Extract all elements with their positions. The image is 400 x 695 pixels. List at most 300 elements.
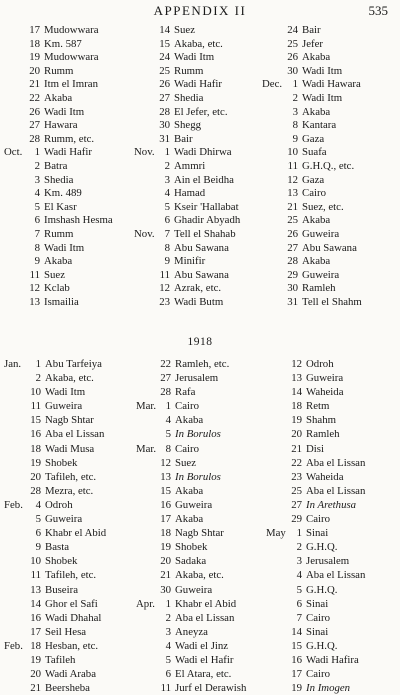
entry-day: 8 — [34, 241, 40, 254]
entry-place: Guweira — [306, 372, 344, 385]
entry-place: Akaba, etc. — [45, 372, 94, 385]
entry-day: 16 — [30, 428, 41, 441]
itinerary-entry — [266, 498, 396, 512]
itinerary-entry — [134, 242, 264, 256]
entry-day: 29 — [287, 268, 298, 281]
entry-place: Buseira — [45, 583, 78, 596]
itinerary-entry — [4, 174, 134, 188]
entry-place: Shahm — [306, 414, 336, 427]
entry-place: Wadi Araba — [45, 668, 96, 681]
entry-day: 19 — [291, 414, 302, 427]
entry-day: 12 — [159, 282, 170, 295]
entry-place: Akaba — [302, 214, 331, 227]
part1-column-1 — [4, 24, 134, 309]
itinerary-entry — [262, 133, 392, 147]
entry-place: Aba el Lissan — [306, 484, 366, 497]
entry-day: 11 — [160, 682, 171, 695]
entry-day: 24 — [159, 51, 170, 64]
entry-day: 11 — [159, 268, 170, 281]
itinerary-entry — [262, 174, 392, 188]
entry-day: 13 — [291, 372, 302, 385]
itinerary-entry — [136, 413, 266, 427]
itinerary-entry — [262, 78, 392, 92]
entry-place: Kseir 'Hallabat — [174, 200, 239, 213]
entry-place: Wadi Itm — [302, 91, 343, 104]
itinerary-entry — [266, 427, 396, 441]
entry-day: 3 — [292, 105, 298, 118]
entry-place: Aneyza — [175, 625, 208, 638]
entry-place: El Atara, etc. — [175, 668, 232, 681]
entry-day: 5 — [34, 200, 40, 213]
itinerary-entry — [266, 540, 396, 554]
entry-day: 6 — [165, 668, 171, 681]
entry-day: 14 — [291, 386, 302, 399]
entry-place: Jefer — [302, 37, 323, 50]
entry-day: 20 — [29, 64, 40, 77]
itinerary-entry — [4, 187, 134, 201]
entry-place: Sinai — [306, 625, 329, 638]
entry-place: Kclab — [44, 282, 70, 295]
itinerary-entry — [134, 255, 264, 269]
entry-day: 16 — [160, 498, 171, 511]
entry-day: 19 — [291, 682, 302, 695]
entry-place: Waheida — [306, 470, 344, 483]
itinerary-entry — [266, 597, 396, 611]
entry-day: 31 — [287, 295, 298, 308]
entry-day: 24 — [287, 24, 298, 36]
entry-place: Wadi Musa — [45, 442, 95, 455]
entry-place: Ramleh — [306, 428, 340, 441]
entry-day: 12 — [291, 358, 302, 370]
entry-place: Hamad — [174, 187, 206, 200]
entry-place: Shedia — [174, 91, 204, 104]
itinerary-entry — [262, 119, 392, 133]
itinerary-entry — [262, 201, 392, 215]
entry-day: 5 — [165, 428, 171, 441]
entry-day: 16 — [291, 653, 302, 666]
entry-place: Bair — [174, 132, 193, 145]
entry-place: Jerusalem — [175, 372, 219, 385]
entry-day: 6 — [34, 214, 40, 227]
entry-place: Disi — [306, 442, 324, 455]
itinerary-entry — [4, 399, 134, 413]
entry-place: Rumm — [174, 64, 204, 77]
itinerary-entry — [134, 187, 264, 201]
itinerary-entry — [134, 296, 264, 310]
itinerary-entry — [136, 611, 266, 625]
entry-place: Rumm — [44, 64, 74, 77]
entry-place: Retm — [306, 400, 330, 413]
entry-place: Guweira — [175, 498, 213, 511]
itinerary-entry — [4, 568, 134, 582]
entry-place: Odroh — [306, 358, 334, 370]
entry-day: 3 — [296, 555, 302, 568]
itinerary-entry — [266, 512, 396, 526]
entry-place: El Kasr — [44, 200, 77, 213]
entry-place: Batra — [44, 159, 68, 172]
entry-place: Akaba — [302, 51, 331, 64]
itinerary-entry — [266, 653, 396, 667]
itinerary-entry — [4, 442, 134, 456]
entry-day: 29 — [291, 513, 302, 526]
part2-column-3 — [266, 357, 396, 695]
entry-place: Abu Sawana — [174, 241, 229, 254]
entry-place: Guweira — [175, 583, 213, 596]
entry-day: 4 — [164, 187, 170, 200]
entry-day: 10 — [30, 386, 41, 399]
entry-place: Akaba — [175, 484, 204, 497]
entry-day: 6 — [35, 527, 41, 540]
entry-day: 25 — [287, 214, 298, 227]
entry-place: Waheida — [306, 386, 344, 399]
entry-day: 18 — [30, 442, 41, 455]
entry-place: Wadi Hafir — [44, 146, 92, 159]
entry-place: Guweira — [45, 400, 83, 413]
itinerary-entry — [266, 568, 396, 582]
itinerary-entry — [136, 568, 266, 582]
entry-place: Akaba — [175, 414, 204, 427]
entry-day: 7 — [296, 611, 302, 624]
entry-place: Sinai — [306, 527, 329, 540]
entry-day: 1 — [292, 78, 298, 91]
entry-day: 22 — [29, 91, 40, 104]
page-header — [0, 2, 400, 20]
part1-column-2 — [134, 24, 264, 309]
itinerary-entry — [136, 442, 266, 456]
entry-day: 19 — [29, 51, 40, 64]
itinerary-entry — [136, 540, 266, 554]
entry-day: 5 — [164, 200, 170, 213]
entry-place: Suez — [44, 268, 65, 281]
entry-day: 4 — [165, 414, 171, 427]
entry-day: 21 — [160, 569, 171, 582]
entry-day: 1 — [296, 527, 302, 540]
entry-day: 25 — [291, 484, 302, 497]
entry-day: 3 — [34, 173, 40, 186]
entry-day: 23 — [159, 295, 170, 308]
entry-day: 8 — [164, 241, 170, 254]
entry-day: 20 — [30, 470, 41, 483]
itinerary-entry — [136, 484, 266, 498]
entry-day: 26 — [159, 78, 170, 91]
entry-day: 10 — [30, 555, 41, 568]
entry-place: Rumm — [44, 227, 74, 240]
entry-place: Gaza — [302, 132, 325, 145]
page-title: APPENDIX II — [153, 3, 247, 18]
itinerary-entry — [4, 470, 134, 484]
itinerary-entry — [4, 119, 134, 133]
entry-day: 2 — [34, 159, 40, 172]
entry-place: Hesban, etc. — [45, 639, 99, 652]
itinerary-entry — [262, 214, 392, 228]
entry-place: Beersheba — [45, 682, 90, 695]
entry-place: Mudowwara — [44, 24, 99, 36]
entry-day: 3 — [165, 625, 171, 638]
entry-day: 1 — [34, 146, 40, 159]
entry-day: 25 — [159, 64, 170, 77]
entry-day: 17 — [160, 513, 171, 526]
itinerary-entry — [4, 371, 134, 385]
entry-place: Akaba, etc. — [175, 569, 224, 582]
entry-place: In Borulos — [175, 428, 221, 441]
entry-month: May — [266, 527, 286, 540]
itinerary-entry — [262, 242, 392, 256]
entry-place: Itm el Imran — [44, 78, 98, 91]
itinerary-entry — [4, 92, 134, 106]
itinerary-entry — [136, 456, 266, 470]
entry-day: 19 — [160, 541, 171, 554]
itinerary-entry — [4, 269, 134, 283]
itinerary-entry — [262, 92, 392, 106]
entry-place: Kantara — [302, 119, 337, 132]
entry-place: Bair — [302, 24, 321, 36]
entry-day: 27 — [159, 91, 170, 104]
entry-day: 15 — [30, 414, 41, 427]
entry-place: Shobek — [45, 555, 78, 568]
entry-place: Suez — [174, 24, 195, 36]
entry-day: 13 — [287, 187, 298, 200]
entry-day: 9 — [35, 541, 41, 554]
entry-place: Azrak, etc. — [174, 282, 222, 295]
entry-day: 18 — [291, 400, 302, 413]
itinerary-entry — [262, 187, 392, 201]
entry-day: 15 — [291, 639, 302, 652]
entry-place: G.H.Q. — [306, 639, 338, 652]
entry-month: Mar. — [136, 400, 157, 413]
itinerary-entry — [136, 583, 266, 597]
itinerary-entry — [136, 498, 266, 512]
entry-place: Ramleh — [302, 282, 336, 295]
entry-place: Aba el Lissan — [175, 611, 235, 624]
itinerary-entry — [266, 484, 396, 498]
entry-day: 9 — [34, 255, 40, 268]
entry-place: Aba el Lissan — [306, 456, 366, 469]
entry-day: 23 — [291, 470, 302, 483]
itinerary-entry — [136, 667, 266, 681]
itinerary-entry — [4, 667, 134, 681]
entry-day: 21 — [291, 442, 302, 455]
entry-day: 12 — [287, 173, 298, 186]
entry-place: Wadi Hafira — [306, 653, 359, 666]
entry-day: 14 — [159, 24, 170, 36]
itinerary-entry — [4, 385, 134, 399]
entry-place: Mezra, etc. — [45, 484, 94, 497]
entry-day: 30 — [159, 119, 170, 132]
entry-place: Rumm, etc. — [44, 132, 95, 145]
entry-day: 4 — [34, 187, 40, 200]
entry-place: Wadi Itm — [45, 386, 86, 399]
entry-place: Rafa — [175, 386, 196, 399]
itinerary-entry — [266, 357, 396, 371]
entry-day: 1 — [165, 400, 171, 413]
entry-place: Khabr el Abid — [175, 597, 237, 610]
entry-place: Tell el Shahab — [174, 227, 236, 240]
entry-day: 14 — [291, 625, 302, 638]
itinerary-entry — [4, 526, 134, 540]
itinerary-entry — [262, 296, 392, 310]
entry-day: 18 — [30, 639, 41, 652]
entry-day: 27 — [29, 119, 40, 132]
itinerary-entry — [262, 38, 392, 52]
entry-day: 2 — [35, 372, 41, 385]
entry-place: Tafileh — [45, 653, 76, 666]
entry-place: Abu Sawana — [302, 241, 357, 254]
entry-day: 5 — [296, 583, 302, 596]
entry-place: Jurf el Derawish — [175, 682, 247, 695]
entry-day: 25 — [287, 37, 298, 50]
part2-column-2 — [136, 357, 266, 695]
entry-place: Sadaka — [175, 555, 207, 568]
itinerary-entry — [136, 639, 266, 653]
entry-month: Feb. — [4, 498, 23, 511]
entry-place: Ammri — [174, 159, 206, 172]
entry-place: Gaza — [302, 173, 325, 186]
itinerary-entry — [134, 269, 264, 283]
entry-place: Shegg — [174, 119, 201, 132]
itinerary-entry — [262, 269, 392, 283]
entry-place: Akaba, etc. — [174, 37, 223, 50]
part1-column-3 — [262, 24, 392, 309]
entry-day: 17 — [291, 668, 302, 681]
itinerary-entry — [136, 371, 266, 385]
entry-day: 8 — [165, 442, 171, 455]
entry-place: Km. 489 — [44, 187, 82, 200]
entry-place: Nagb Shtar — [45, 414, 94, 427]
itinerary-entry — [134, 51, 264, 65]
entry-day: 12 — [29, 282, 40, 295]
entry-month: Jan. — [4, 358, 22, 370]
entry-day: 22 — [160, 358, 171, 370]
entry-month: Nov. — [134, 227, 155, 240]
itinerary-entry — [4, 228, 134, 242]
itinerary-entry — [134, 146, 264, 160]
entry-place: Jerusalem — [306, 555, 350, 568]
entry-place: Wadi el Jinz — [175, 639, 229, 652]
itinerary-entry — [136, 427, 266, 441]
entry-place: Sinai — [306, 597, 329, 610]
entry-place: Wadi Itm — [174, 51, 215, 64]
entry-day: 19 — [30, 653, 41, 666]
itinerary-entry — [266, 456, 396, 470]
entry-month: Dec. — [262, 78, 283, 91]
entry-day: 19 — [30, 456, 41, 469]
entry-day: 28 — [159, 105, 170, 118]
entry-place: Minifir — [174, 255, 206, 268]
itinerary-entry — [4, 133, 134, 147]
itinerary-entry — [136, 554, 266, 568]
entry-month: Oct. — [4, 146, 23, 159]
entry-place: Tell el Shahm — [302, 295, 362, 308]
page-number: 535 — [368, 3, 388, 18]
entry-day: 11 — [287, 159, 298, 172]
itinerary-entry — [4, 106, 134, 120]
entry-place: Akaba — [175, 513, 204, 526]
itinerary-entry — [4, 583, 134, 597]
entry-place: Mudowwara — [44, 51, 99, 64]
entry-day: 18 — [29, 37, 40, 50]
itinerary-entry — [4, 201, 134, 215]
entry-place: Wadi Dhirwa — [174, 146, 232, 159]
itinerary-entry — [4, 24, 134, 38]
itinerary-entry — [4, 78, 134, 92]
entry-day: 11 — [29, 268, 40, 281]
itinerary-entry — [4, 146, 134, 160]
entry-day: 20 — [30, 668, 41, 681]
entry-day: 18 — [160, 527, 171, 540]
itinerary-entry — [4, 357, 134, 371]
entry-place: G.H.Q. — [306, 583, 338, 596]
entry-day: 11 — [30, 569, 41, 582]
entry-month: Mar. — [136, 442, 157, 455]
entry-place: Cairo — [175, 442, 199, 455]
entry-place: Ain el Beidha — [174, 173, 234, 186]
entry-place: Shobek — [175, 541, 208, 554]
entry-day: 16 — [30, 611, 41, 624]
entry-day: 1 — [164, 146, 170, 159]
itinerary-entry — [266, 399, 396, 413]
itinerary-entry — [134, 174, 264, 188]
entry-place: In Imogen — [306, 682, 351, 695]
itinerary-entry — [266, 681, 396, 695]
entry-place: Wadi Itm — [44, 241, 85, 254]
entry-place: Aba el Lissan — [306, 569, 366, 582]
itinerary-entry — [4, 255, 134, 269]
entry-place: Cairo — [306, 513, 330, 526]
entry-day: 10 — [287, 146, 298, 159]
entry-day: 30 — [287, 282, 298, 295]
itinerary-entry — [134, 228, 264, 242]
entry-place: Wadi Hawara — [302, 78, 361, 91]
entry-place: Aba el Lissan — [45, 428, 105, 441]
entry-day: 17 — [30, 625, 41, 638]
itinerary-entry — [4, 540, 134, 554]
itinerary-entry — [262, 160, 392, 174]
itinerary-entry — [4, 512, 134, 526]
entry-day: 15 — [160, 484, 171, 497]
itinerary-entry — [262, 282, 392, 296]
entry-place: Tafileh, etc. — [45, 470, 97, 483]
entry-place: Hawara — [44, 119, 78, 132]
entry-place: El Jefer, etc. — [174, 105, 228, 118]
entry-place: Wadi Itm — [44, 105, 85, 118]
entry-day: 28 — [30, 484, 41, 497]
entry-place: In Borulos — [175, 470, 221, 483]
entry-month: Nov. — [134, 146, 155, 159]
itinerary-entry — [134, 201, 264, 215]
entry-day: 20 — [291, 428, 302, 441]
entry-day: 1 — [35, 358, 41, 370]
entry-day: 26 — [287, 227, 298, 240]
entry-day: 15 — [159, 37, 170, 50]
entry-day: 5 — [35, 513, 41, 526]
entry-place: Basta — [45, 541, 69, 554]
itinerary-entry — [134, 65, 264, 79]
itinerary-entry — [134, 78, 264, 92]
itinerary-entry — [4, 639, 134, 653]
itinerary-entry — [262, 146, 392, 160]
itinerary-entry — [4, 625, 134, 639]
itinerary-entry — [4, 484, 134, 498]
itinerary-entry — [4, 681, 134, 695]
itinerary-entry — [4, 597, 134, 611]
itinerary-entry — [136, 625, 266, 639]
entry-day: 8 — [292, 119, 298, 132]
itinerary-entry — [134, 214, 264, 228]
entry-day: 21 — [287, 200, 298, 213]
itinerary-entry — [262, 255, 392, 269]
entry-place: Tafileh, etc. — [45, 569, 97, 582]
entry-place: Ghadir Abyadh — [174, 214, 241, 227]
